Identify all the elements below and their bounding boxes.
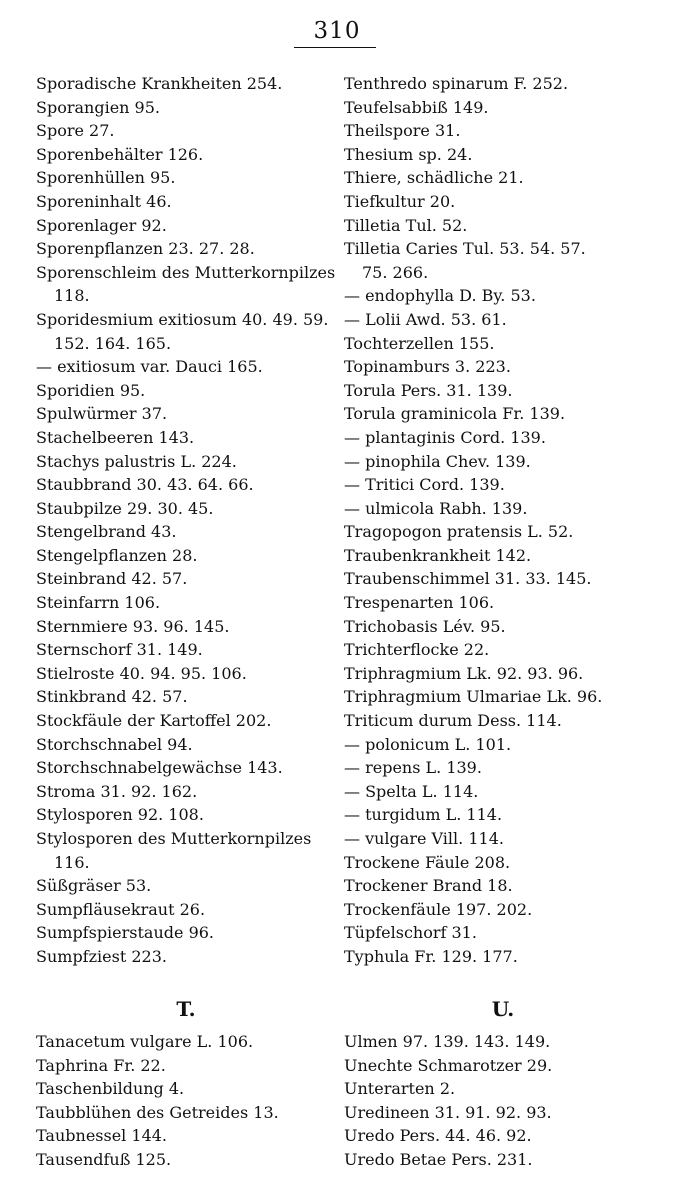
index-entry-continuation: 116. [54, 852, 90, 872]
index-entry: Triphragmium Ulmariae Lk. 96. [344, 687, 603, 707]
index-entry: Tiefkultur 20. [344, 191, 456, 211]
index-entry: Theilspore 31. [344, 121, 461, 141]
index-entry: Torula Pers. 31. 139. [344, 380, 513, 400]
index-entry: Typhula Fr. 129. 177. [344, 946, 518, 966]
index-entry: Traubenschimmel 31. 33. 145. [344, 569, 592, 589]
index-entry: Sporenschleim des Mutterkornpilzes [36, 262, 336, 282]
index-entry: Stengelbrand 43. [36, 522, 177, 542]
index-entry: Tenthredo spinarum F. 252. [344, 74, 569, 93]
index-entry: Sumpfziest 223. [36, 946, 167, 966]
index-entry: Trichterflocke 22. [344, 640, 490, 660]
index-entry: Ulmen 97. 139. 143. 149. [344, 1032, 551, 1051]
index-entry: Sumpfläusekraut 26. [36, 899, 206, 919]
index-entry: Sternmiere 93. 96. 145. [36, 616, 230, 636]
index-entry: Tilletia Tul. 52. [344, 215, 468, 235]
section-heading-t: T. [176, 997, 196, 1021]
index-entry: — turgidum L. 114. [344, 805, 503, 825]
index-entry: Steinfarrn 106. [36, 593, 161, 613]
index-entry: Torula graminicola Fr. 139. [344, 404, 566, 424]
index-entry: — polonicum L. 101. [344, 734, 512, 754]
index-entry: Trockener Brand 18. [344, 876, 513, 896]
index-entry: Sporangien 95. [36, 97, 160, 117]
index-entry: — repens L. 139. [344, 758, 482, 778]
index-entry: Sternschorf 31. 149. [36, 640, 203, 660]
section-heading-u: U. [491, 997, 515, 1021]
index-entry: Trichobasis Lév. 95. [344, 616, 506, 636]
index-entry: Tragopogon pratensis L. 52. [344, 522, 574, 542]
page-number-rule [294, 47, 376, 48]
index-entry: Thesium sp. 24. [344, 144, 473, 164]
index-entry: — Tritici Cord. 139. [344, 475, 505, 495]
index-entry: Sporidesmium exitiosum 40. 49. 59. [36, 309, 329, 329]
index-entry: Stylosporen 92. 108. [36, 805, 204, 825]
index-entry: — endophylla D. By. 53. [344, 286, 536, 306]
index-entry: Topinamburs 3. 223. [344, 357, 511, 377]
index-entry: Traubenkrankheit 142. [344, 545, 532, 565]
index-entry: Teufelsabbiß 149. [344, 97, 489, 117]
index-entry: Taphrina Fr. 22. [36, 1055, 166, 1075]
index-entry: Sporenbehälter 126. [36, 144, 204, 164]
index-entry-continuation: 152. 164. 165. [54, 333, 172, 353]
index-entry: Sporeninhalt 46. [36, 191, 172, 211]
index-entry: Spore 27. [36, 121, 115, 141]
index-entry-continuation: 75. 266. [362, 262, 429, 282]
index-entry: Stielroste 40. 94. 95. 106. [36, 663, 247, 683]
index-entry: Stylosporen des Mutterkornpilzes [36, 829, 312, 848]
index-entry: Taschenbildung 4. [36, 1079, 185, 1099]
index-entry: Sporadische Krankheiten 254. [36, 74, 283, 93]
index-entry: Trockenfäule 197. 202. [344, 899, 533, 919]
index-entry: Trockene Fäule 208. [344, 852, 511, 872]
index-entry: Sporidien 95. [36, 380, 146, 400]
index-entry: Unechte Schmarotzer 29. [344, 1055, 553, 1075]
index-entry: Trespenarten 106. [344, 593, 495, 613]
index-entry: Uredineen 31. 91. 92. 93. [344, 1102, 552, 1122]
index-entry: Spulwürmer 37. [36, 404, 168, 424]
index-column-right [344, 72, 662, 969]
index-entry: Staubpilze 29. 30. 45. [36, 498, 214, 518]
index-entry: Stockfäule der Kartoffel 202. [36, 711, 272, 731]
index-entry: — exitiosum var. Dauci 165. [36, 357, 263, 377]
index-entry: Storchschnabel 94. [36, 734, 193, 754]
index-entry: Sporenpflanzen 23. 27. 28. [36, 239, 255, 259]
index-entry: Stinkbrand 42. 57. [36, 687, 188, 707]
index-entry: — ulmicola Rabh. 139. [344, 498, 528, 518]
index-entry: Sporenlager 92. [36, 215, 167, 235]
section-t-entries [36, 1030, 336, 1172]
index-entry: Stachys palustris L. 224. [36, 451, 237, 471]
index-entry: — vulgare Vill. 114. [344, 829, 504, 848]
index-entry: Staubbrand 30. 43. 64. 66. [36, 475, 254, 495]
index-entry: Taubblühen des Getreides 13. [36, 1102, 279, 1122]
index-entry: Tüpfelschorf 31. [344, 923, 477, 943]
index-entry: Sporenhüllen 95. [36, 168, 176, 188]
index-entry: Stachelbeeren 143. [36, 427, 195, 447]
index-entry: Unterarten 2. [344, 1079, 456, 1099]
index-column-left [36, 72, 336, 969]
index-entry-continuation: 118. [54, 286, 90, 306]
index-entry: Triphragmium Lk. 92. 93. 96. [344, 663, 584, 683]
index-entry: Tochterzellen 155. [344, 333, 495, 353]
index-entry: Uredo Betae Pers. 231. [344, 1149, 533, 1169]
section-u-entries [344, 1030, 662, 1172]
index-entry: Sumpfspierstaude 96. [36, 923, 215, 943]
index-entry: Tanacetum vulgare L. 106. [36, 1032, 254, 1051]
index-entry: Storchschnabelgewächse 143. [36, 758, 283, 778]
index-entry: — Lolii Awd. 53. 61. [344, 309, 507, 329]
index-entry: — plantaginis Cord. 139. [344, 427, 546, 447]
index-entry: Triticum durum Dess. 114. [344, 711, 562, 731]
index-entry: Thiere, schädliche 21. [344, 168, 524, 188]
index-entry: Tausendfuß 125. [36, 1149, 172, 1169]
index-entry: Uredo Pers. 44. 46. 92. [344, 1126, 532, 1146]
index-entry: Süßgräser 53. [36, 876, 152, 896]
index-entry: Steinbrand 42. 57. [36, 569, 188, 589]
index-entry: Taubnessel 144. [36, 1126, 168, 1146]
index-entry: — Spelta L. 114. [344, 781, 479, 801]
index-entry: — pinophila Chev. 139. [344, 451, 531, 471]
index-entry: Stroma 31. 92. 162. [36, 781, 198, 801]
index-entry: Stengelpflanzen 28. [36, 545, 198, 565]
page-number: 310 [313, 18, 361, 44]
index-entry: Tilletia Caries Tul. 53. 54. 57. [344, 239, 586, 259]
